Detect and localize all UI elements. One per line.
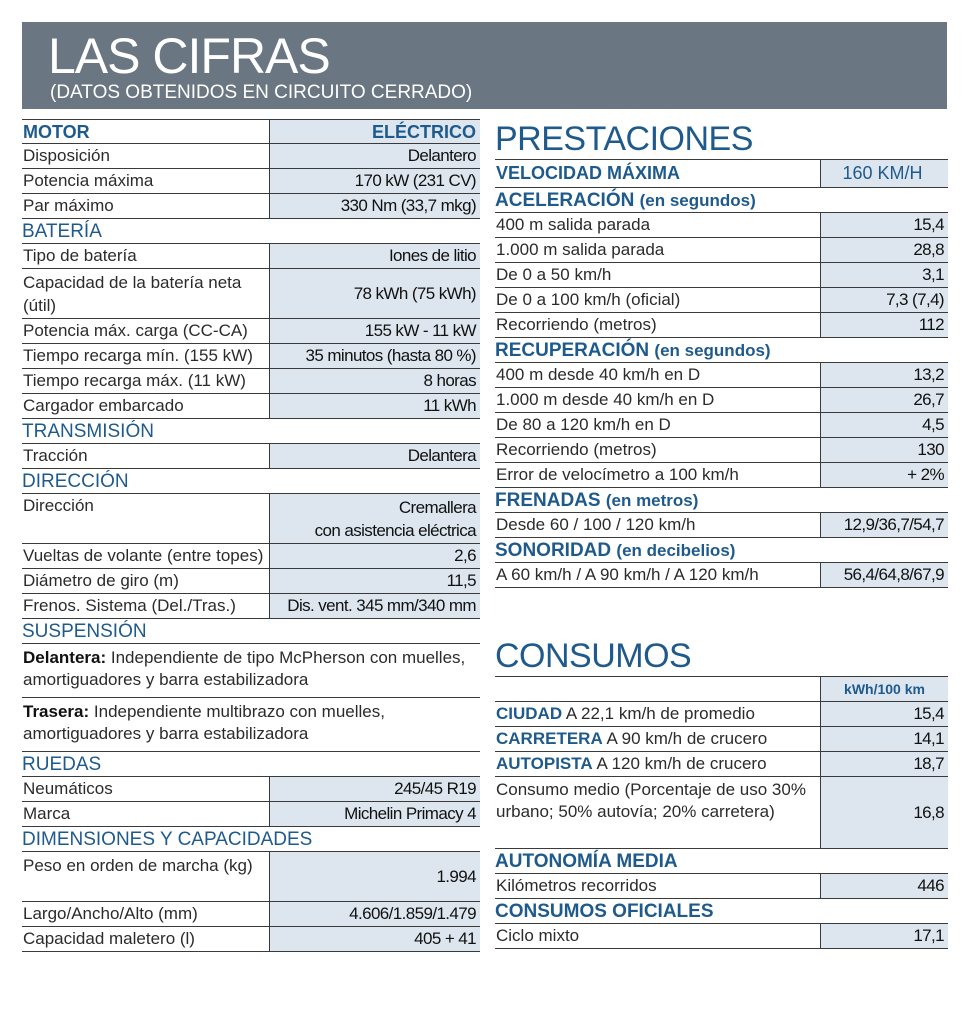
spec-row xyxy=(495,413,948,438)
spec-value: 405 + 41 xyxy=(269,927,480,951)
spec-label: Tracción xyxy=(23,446,88,465)
spec-row xyxy=(22,319,480,344)
spec-value: 4,5 xyxy=(820,413,948,437)
spec-row xyxy=(495,438,948,463)
spec-label: Cargador embarcado xyxy=(23,396,184,415)
spec-row xyxy=(495,213,948,238)
suspension-trasera xyxy=(22,698,480,752)
spec-row xyxy=(495,388,948,413)
specs-column xyxy=(22,119,480,952)
spec-value: 7,3 (7,4) xyxy=(820,288,948,312)
consumo-desc: A 120 km/h de crucero xyxy=(592,754,767,773)
spec-value xyxy=(269,494,480,543)
section-title: SONORIDAD xyxy=(495,540,612,561)
section-heading-aceleracion xyxy=(495,188,948,213)
spec-label: Marca xyxy=(23,804,71,823)
spec-value: 446 xyxy=(820,874,948,898)
spec-row xyxy=(22,169,480,194)
spec-value: 14,1 xyxy=(820,727,948,751)
motor-row xyxy=(22,119,480,144)
spec-row xyxy=(495,563,948,588)
section-title: ACELERACIÓN xyxy=(495,190,635,211)
spec-label: 400 m salida parada xyxy=(496,215,651,234)
spec-label: De 0 a 50 km/h xyxy=(496,265,612,284)
spec-row xyxy=(22,777,480,802)
spec-value: 160 KM/H xyxy=(820,160,948,187)
spec-value: + 2% xyxy=(820,463,948,487)
spec-row xyxy=(495,702,948,727)
spec-value-line: con asistencia eléctrica xyxy=(314,521,476,540)
spec-value: 330 Nm (33,7 mkg) xyxy=(269,194,480,218)
consumo-desc: A 90 km/h de crucero xyxy=(602,729,768,748)
spec-row xyxy=(495,752,948,777)
spec-value: Michelin Primacy 4 xyxy=(269,802,480,826)
spec-label: Potencia máxima xyxy=(23,171,154,190)
spec-label: Tiempo recarga máx. (11 kW) xyxy=(23,371,246,390)
spec-label: Capacidad maletero (l) xyxy=(23,929,195,948)
spec-value: Iones de litio xyxy=(269,244,480,268)
blank-cell xyxy=(495,677,820,701)
section-heading-frenadas xyxy=(495,488,948,513)
section-title: FRENADAS xyxy=(495,490,601,511)
spec-value: 245/45 R19 xyxy=(269,777,480,801)
section-heading-dimensiones: DIMENSIONES Y CAPACIDADES xyxy=(22,827,480,852)
spec-label: Vueltas de volante (entre topes) xyxy=(23,546,264,565)
page-header xyxy=(22,22,947,109)
suspension-delantera-label: Delantera: xyxy=(23,648,107,667)
spec-row xyxy=(22,852,480,902)
section-heading-consumos: CONSUMOS xyxy=(495,636,948,677)
page-subtitle: (DATOS OBTENIDOS EN CIRCUITO CERRADO) xyxy=(50,82,473,103)
spec-row xyxy=(22,269,480,319)
section-title: RECUPERACIÓN xyxy=(495,340,650,361)
suspension-trasera-label: Trasera: xyxy=(23,702,90,721)
motor-value: ELÉCTRICO xyxy=(269,120,480,143)
spec-label xyxy=(495,752,820,776)
spec-row xyxy=(22,344,480,369)
suspension-delantera-text: Independiente de tipo McPherson con muelles, amortiguadores y barra estabilizadora xyxy=(23,648,466,689)
spec-row xyxy=(22,544,480,569)
spec-value-line: Cremallera xyxy=(398,498,476,517)
spec-value: 1.994 xyxy=(269,852,480,901)
spec-label: Capacidad de la batería neta (útil) xyxy=(23,273,242,315)
spec-row xyxy=(22,902,480,927)
consumo-desc: A 22,1 km/h de promedio xyxy=(562,704,755,723)
spec-value: 130 xyxy=(820,438,948,462)
spec-label: Par máximo xyxy=(23,196,114,215)
spec-value: Dis. vent. 345 mm/340 mm xyxy=(269,594,480,618)
spec-value: 16,8 xyxy=(820,777,948,848)
spec-value: 11 kWh xyxy=(269,394,480,418)
section-unit: (en segundos) xyxy=(639,191,756,210)
spec-row xyxy=(495,874,948,899)
section-heading-sonoridad xyxy=(495,538,948,563)
consumo-name: CIUDAD xyxy=(496,704,563,723)
section-heading-transmision: TRANSMISIÓN xyxy=(22,419,480,444)
spec-label: Desde 60 / 100 / 120 km/h xyxy=(496,515,696,534)
section-heading-bateria: BATERÍA xyxy=(22,219,480,244)
spec-label: Dirección xyxy=(23,496,94,515)
spec-label: De 80 a 120 km/h en D xyxy=(496,415,671,434)
section-heading-direccion: DIRECCIÓN xyxy=(22,469,480,494)
spec-label xyxy=(495,727,820,751)
spec-label: Ciclo mixto xyxy=(496,926,580,945)
spec-row xyxy=(495,288,948,313)
suspension-delantera xyxy=(22,644,480,698)
consumos-unit-header xyxy=(495,677,948,702)
spec-label: Tiempo recarga mín. (155 kW) xyxy=(23,346,253,365)
spec-label: Recorriendo (metros) xyxy=(496,440,657,459)
spec-label: Peso en orden de marcha (kg) xyxy=(23,856,253,875)
spec-label: Neumáticos xyxy=(23,779,113,798)
spec-row xyxy=(495,313,948,338)
spec-row xyxy=(495,727,948,752)
spec-label: Disposición xyxy=(23,146,110,165)
spec-value: 2,6 xyxy=(269,544,480,568)
spec-row xyxy=(22,444,480,469)
spec-label: Potencia máx. carga (CC-CA) xyxy=(23,321,248,340)
spec-row xyxy=(22,802,480,827)
spacer xyxy=(495,588,948,636)
spec-value: Delantera xyxy=(269,444,480,468)
spec-row xyxy=(495,513,948,538)
vmax-row xyxy=(495,160,948,188)
spec-value: 17,1 xyxy=(820,924,948,948)
spec-label: A 60 km/h / A 90 km/h / A 120 km/h xyxy=(496,565,759,584)
motor-label: MOTOR xyxy=(23,122,90,142)
spec-row xyxy=(495,363,948,388)
spec-row xyxy=(495,463,948,488)
spec-label: 1.000 m salida parada xyxy=(496,240,665,259)
spec-value: 56,4/64,8/67,9 xyxy=(820,563,948,587)
section-unit: (en metros) xyxy=(605,491,699,510)
spec-row xyxy=(22,594,480,619)
spec-label: De 0 a 100 km/h (oficial) xyxy=(496,290,681,309)
consumos-unit: kWh/100 km xyxy=(820,677,948,701)
performance-column xyxy=(495,119,948,949)
spec-value: 13,2 xyxy=(820,363,948,387)
spec-label: VELOCIDAD MÁXIMA xyxy=(496,163,680,183)
spec-row xyxy=(495,263,948,288)
spec-label: Error de velocímetro a 100 km/h xyxy=(496,465,739,484)
page-title: LAS CIFRAS xyxy=(48,28,330,84)
spec-value: 15,4 xyxy=(820,702,948,726)
spec-value: 3,1 xyxy=(820,263,948,287)
spec-value: 28,8 xyxy=(820,238,948,262)
spec-label: Kilómetros recorridos xyxy=(496,876,657,895)
spec-value: 78 kWh (75 kWh) xyxy=(269,269,480,318)
spec-value: 26,7 xyxy=(820,388,948,412)
section-unit: (en decibelios) xyxy=(616,541,736,560)
spec-row xyxy=(22,194,480,219)
spec-row xyxy=(495,924,948,949)
section-heading-autonomia: AUTONOMÍA MEDIA xyxy=(495,849,948,874)
spec-row xyxy=(22,569,480,594)
section-heading-consumos-oficiales: CONSUMOS OFICIALES xyxy=(495,899,948,924)
spec-label: Recorriendo (metros) xyxy=(496,315,657,334)
spec-value: 18,7 xyxy=(820,752,948,776)
spec-value: 8 horas xyxy=(269,369,480,393)
spec-label: 400 m desde 40 km/h en D xyxy=(496,365,701,384)
spec-value: 155 kW - 11 kW xyxy=(269,319,480,343)
section-unit: (en segundos) xyxy=(654,341,771,360)
spec-label: Frenos. Sistema (Del./Tras.) xyxy=(23,596,236,615)
spec-value: 170 kW (231 CV) xyxy=(269,169,480,193)
spec-value: 4.606/1.859/1.479 xyxy=(269,902,480,926)
spec-row xyxy=(22,927,480,952)
consumo-name: CARRETERA xyxy=(496,729,603,748)
spec-label: Largo/Ancho/Alto (mm) xyxy=(23,904,198,923)
spec-label: Consumo medio (Porcentaje de uso 30% urbano; 50% autovía; 20% carretera) xyxy=(496,780,806,821)
spec-value: 35 minutos (hasta 80 %) xyxy=(269,344,480,368)
spec-value: 12,9/36,7/54,7 xyxy=(820,513,948,537)
spec-row xyxy=(495,777,948,849)
spec-value: 112 xyxy=(820,313,948,337)
spec-row xyxy=(22,144,480,169)
spec-row xyxy=(22,394,480,419)
spec-row xyxy=(22,494,480,544)
spec-row xyxy=(495,238,948,263)
spec-value: 11,5 xyxy=(269,569,480,593)
spec-label: Tipo de batería xyxy=(23,246,137,265)
spec-row xyxy=(22,244,480,269)
section-heading-suspension: SUSPENSIÓN xyxy=(22,619,480,644)
spec-value: 15,4 xyxy=(820,213,948,237)
spec-value: Delantero xyxy=(269,144,480,168)
consumo-name: AUTOPISTA xyxy=(496,754,593,773)
spec-label: 1.000 m desde 40 km/h en D xyxy=(496,390,715,409)
section-heading-recuperacion xyxy=(495,338,948,363)
spec-label xyxy=(495,702,820,726)
section-heading-prestaciones: PRESTACIONES xyxy=(495,119,948,160)
section-heading-ruedas: RUEDAS xyxy=(22,752,480,777)
spec-row xyxy=(22,369,480,394)
spec-label: Diámetro de giro (m) xyxy=(23,571,179,590)
suspension-trasera-text: Independiente multibrazo con muelles, amortiguadores y barra estabilizadora xyxy=(23,702,385,743)
